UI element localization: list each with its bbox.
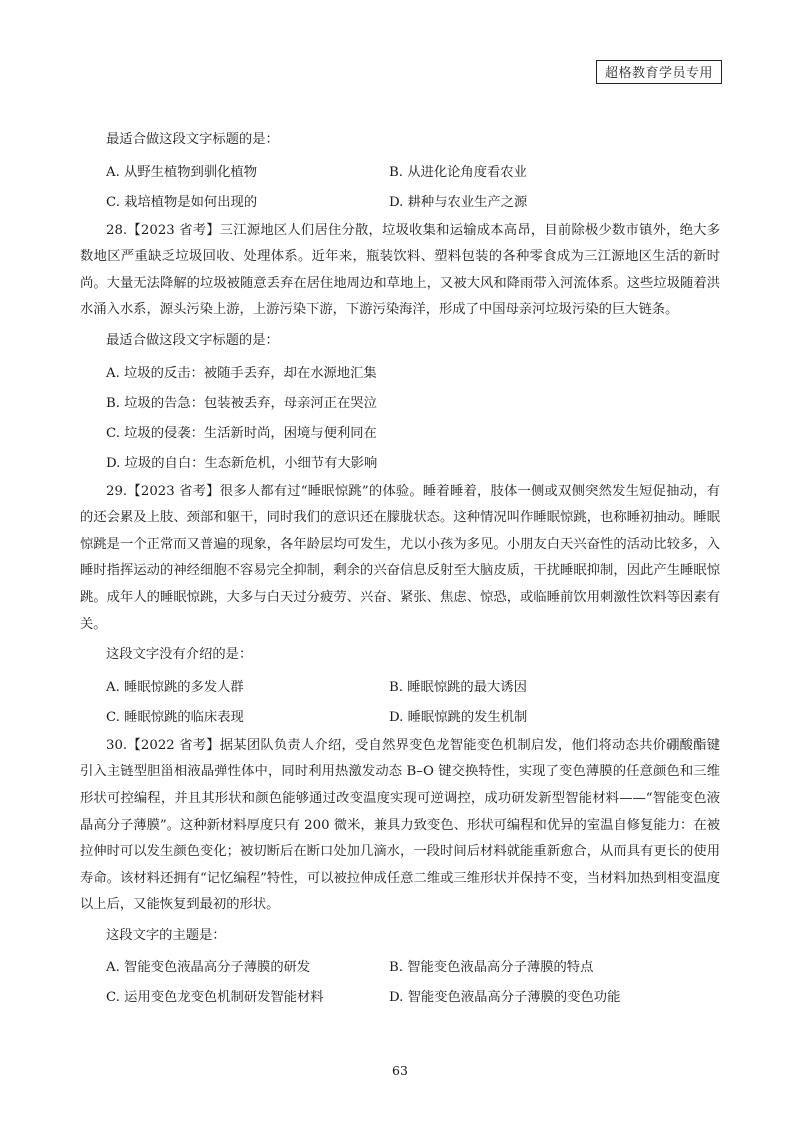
q29-prompt: 这段文字没有介绍的是： (106, 647, 253, 663)
q27-option-c[interactable]: C. 栽培植物是如何出现的 (106, 194, 258, 210)
q30-options-row-1 (80, 953, 720, 983)
q27-option-a[interactable]: A. 从野生植物到驯化植物 (106, 164, 258, 180)
q28-prompt: 最适合做这段文字标题的是： (106, 332, 279, 348)
q29-option-c[interactable]: C. 睡眠惊跳的临床表现 (106, 709, 244, 725)
header-badge: 超格教育学员专用 (596, 60, 722, 84)
q28-option-a[interactable]: A. 垃圾的反击：被随手丢弃，却在水源地汇集 (106, 365, 377, 381)
q27-options-row-2 (80, 188, 720, 218)
q27-option-d[interactable]: D. 耕种与农业生产之源 (389, 194, 528, 210)
q29-option-a[interactable]: A. 睡眠惊跳的多发人群 (106, 679, 244, 695)
q29-option-d[interactable]: D. 睡眠惊跳的发生机制 (389, 709, 528, 725)
q29-passage: 29.【2023 省考】很多人都有过“睡眠惊跳”的体验。睡着睡着，肢体一侧或双侧突然发生短促抽动，有的还会累及上肢、颈部和躯干，同时我们的意识还在朦胧状态。这种情况叫作睡眠惊跳，也称睡初抽动。睡眠惊跳是一个正常而又普遍的现象，各年龄层均可发生，尤以小孩为多见。小朋友白天兴奋性的活动比较多，入睡时指挥运动的神经细胞不容易完全抑制，剩余的兴奋信息反射至大脑皮质，干扰睡眠抑制，因此产生睡眠惊跳。成年人的睡眠惊跳，大多与白天过分疲劳、兴奋、紧张、焦虑、惊恐，或临睡前饮用刺激性饮料等因素有关。 (80, 483, 720, 632)
q30-option-d[interactable]: D. 智能变色液晶高分子薄膜的变色功能 (389, 990, 621, 1006)
page-number: 63 (392, 1063, 408, 1078)
q30-option-c[interactable]: C. 运用变色龙变色机制研发智能材料 (106, 990, 324, 1006)
q27-options-row-1 (80, 158, 720, 188)
q28-option-d[interactable]: D. 垃圾的自白：生态新危机，小细节有大影响 (106, 455, 378, 471)
q28-option-b[interactable]: B. 垃圾的告急：包装被丢弃，母亲河正在哭泣 (106, 395, 377, 411)
q27-option-b[interactable]: B. 从进化论角度看农业 (389, 164, 527, 180)
page-content (80, 127, 720, 1013)
q28-option-c[interactable]: C. 垃圾的侵袭：生活新时尚，困境与便利同在 (106, 425, 377, 441)
q30-option-b[interactable]: B. 智能变色液晶高分子薄膜的特点 (389, 960, 594, 976)
q30-options-row-2 (80, 983, 720, 1013)
q29-options-row-1 (80, 673, 720, 703)
q28-passage: 28.【2023 省考】三江源地区人们居住分散，垃圾收集和运输成本高昂，目前除极少数市镇外，绝大多数地区严重缺乏垃圾回收、处理体系。近年来，瓶装饮料、塑料包装的各种零食成为三江源地区生活的新时尚。大量无法降解的垃圾被随意丢弃在居住地周边和草地上，又被大风和降雨带入河流体系。这些垃圾随着洪水涌入水系，源头污染上游，上游污染下游，下游污染海洋，形成了中国母亲河垃圾污染的巨大链条。 (80, 222, 720, 318)
q30-option-a[interactable]: A. 智能变色液晶高分子薄膜的研发 (106, 960, 311, 976)
q29-option-b[interactable]: B. 睡眠惊跳的最大诱因 (389, 679, 527, 695)
q30-passage: 30.【2022 省考】据某团队负责人介绍，受自然界变色龙智能变色机制启发，他们将动态共价硼酸酯键引入主链型胆甾相液晶弹性体中，同时利用热激发动态 B–O 键交换特性，实现了变色薄膜的任意颜色和三维形状可控编程，并且其形状和颜色能够通过改变温度实现可逆调控，成功研发新型智能材料——“智能变色液晶高分子薄膜”。这种新材料厚度只有 200 微米，兼具力致变色、形状可编程和优异的室温自修复能力：在被拉伸时可以发生颜色变化；被切断后在断口处加几滴水，一段时间后材料就能重新愈合，从而具有更长的使用寿命。该材料还拥有“记忆编程”特性，可以被拉伸成任意二维或三维形状并保持不变，当材料加热到相变温度以上后，又能恢复到最初的形状。 (80, 737, 720, 913)
q29-options-row-2 (80, 703, 720, 733)
q27-prompt: 最适合做这段文字标题的是： (106, 132, 279, 147)
q30-prompt: 这段文字的主题是： (106, 927, 226, 943)
